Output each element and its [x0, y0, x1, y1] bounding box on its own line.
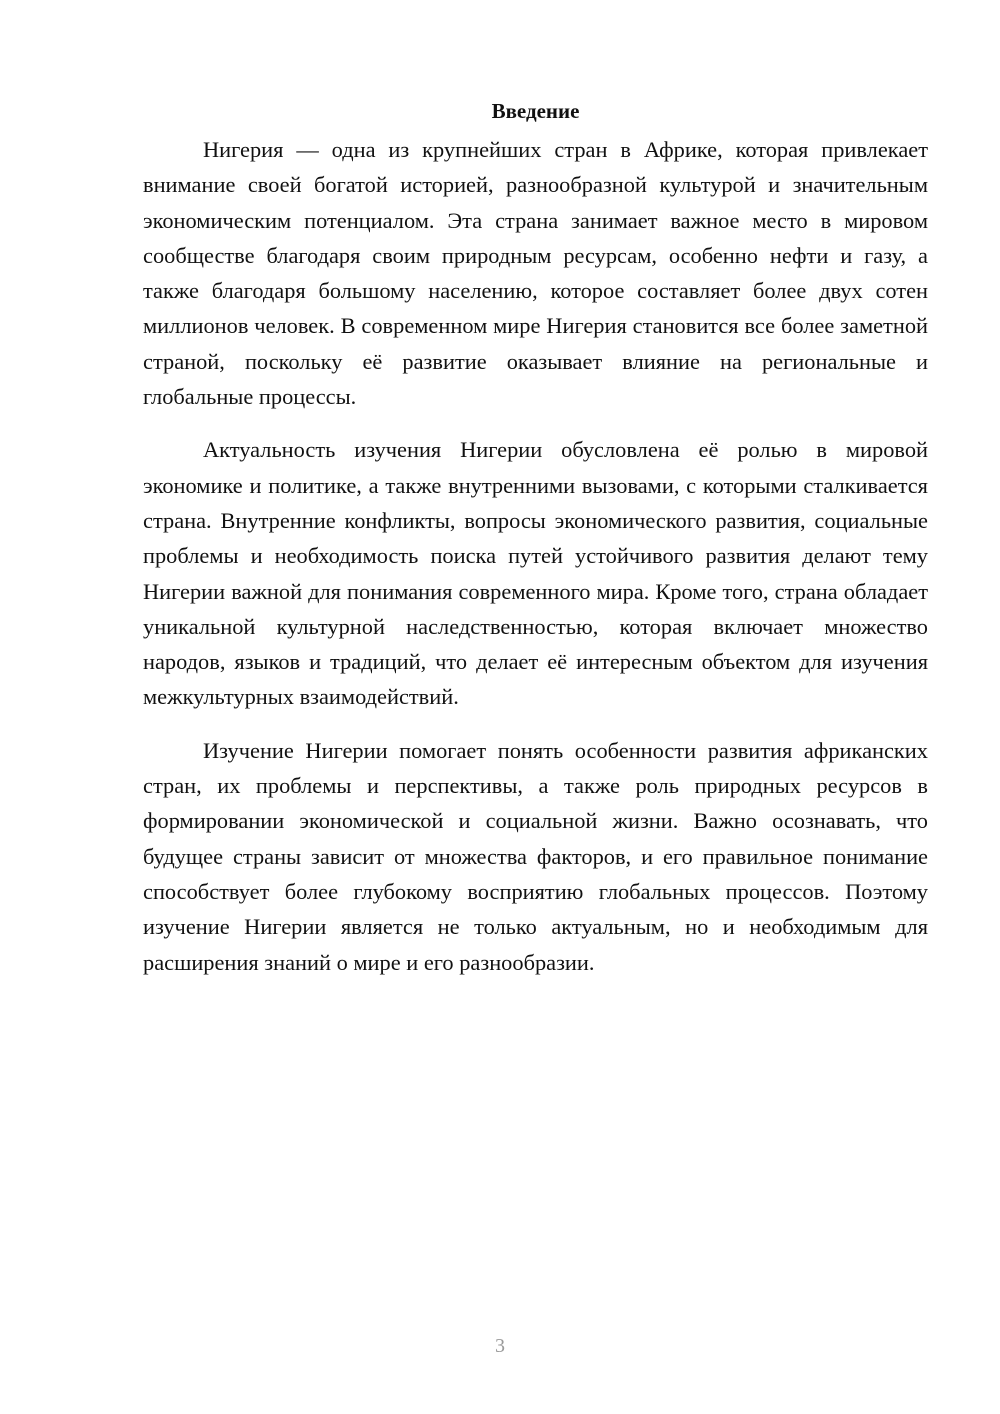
paragraph-relevance: Актуальность изучения Нигерии обусловлена её ролью в мировой экономике и политике, а также внутренними вызовами, с которыми сталкивается страна. Внутренние конфликты, вопросы экономического развития, социальные проблемы и необходимость поиска путей устойчивого развития делают тему Нигерии важной для понимания современного мира. Кроме того, страна обладает уникальной культурной наследственностью, которая включает множество народов, языков и традиций, что делает её интересным объектом для изучения межкультурных взаимодействий. [143, 437, 928, 710]
paragraph-study: Изучение Нигерии помогает понять особенности развития африканских стран, их проблемы и перспективы, а также роль природных ресурсов в формировании экономической и социальной жизни. Важно осознавать, что будущее страны зависит от множества факторов, и его правильное понимание способствует более глубокому восприятию глобальных процессов. Поэтому изучение Нигерии является не только актуальным, но и необходимым для расширения знаний о мире и его разнообразии. [143, 737, 928, 975]
page-content [143, 96, 928, 998]
paragraph-intro: Нигерия — одна из крупнейших стран в Африке, которая привлекает внимание своей богатой историей, разнообразной культурой и значительным экономическим потенциалом. Эта страна занимает важное место в мировом сообществе благодаря своим природным ресурсам, особенно нефти и газу, а также благодаря большому населению, которое составляет более двух сотен миллионов человек. В современном мире Нигерия становится все более заметной страной, поскольку её развитие оказывает влияние на региональные и глобальные процессы. [143, 137, 928, 410]
section-title: Введение [491, 99, 580, 123]
page-number: 3 [495, 1335, 505, 1357]
